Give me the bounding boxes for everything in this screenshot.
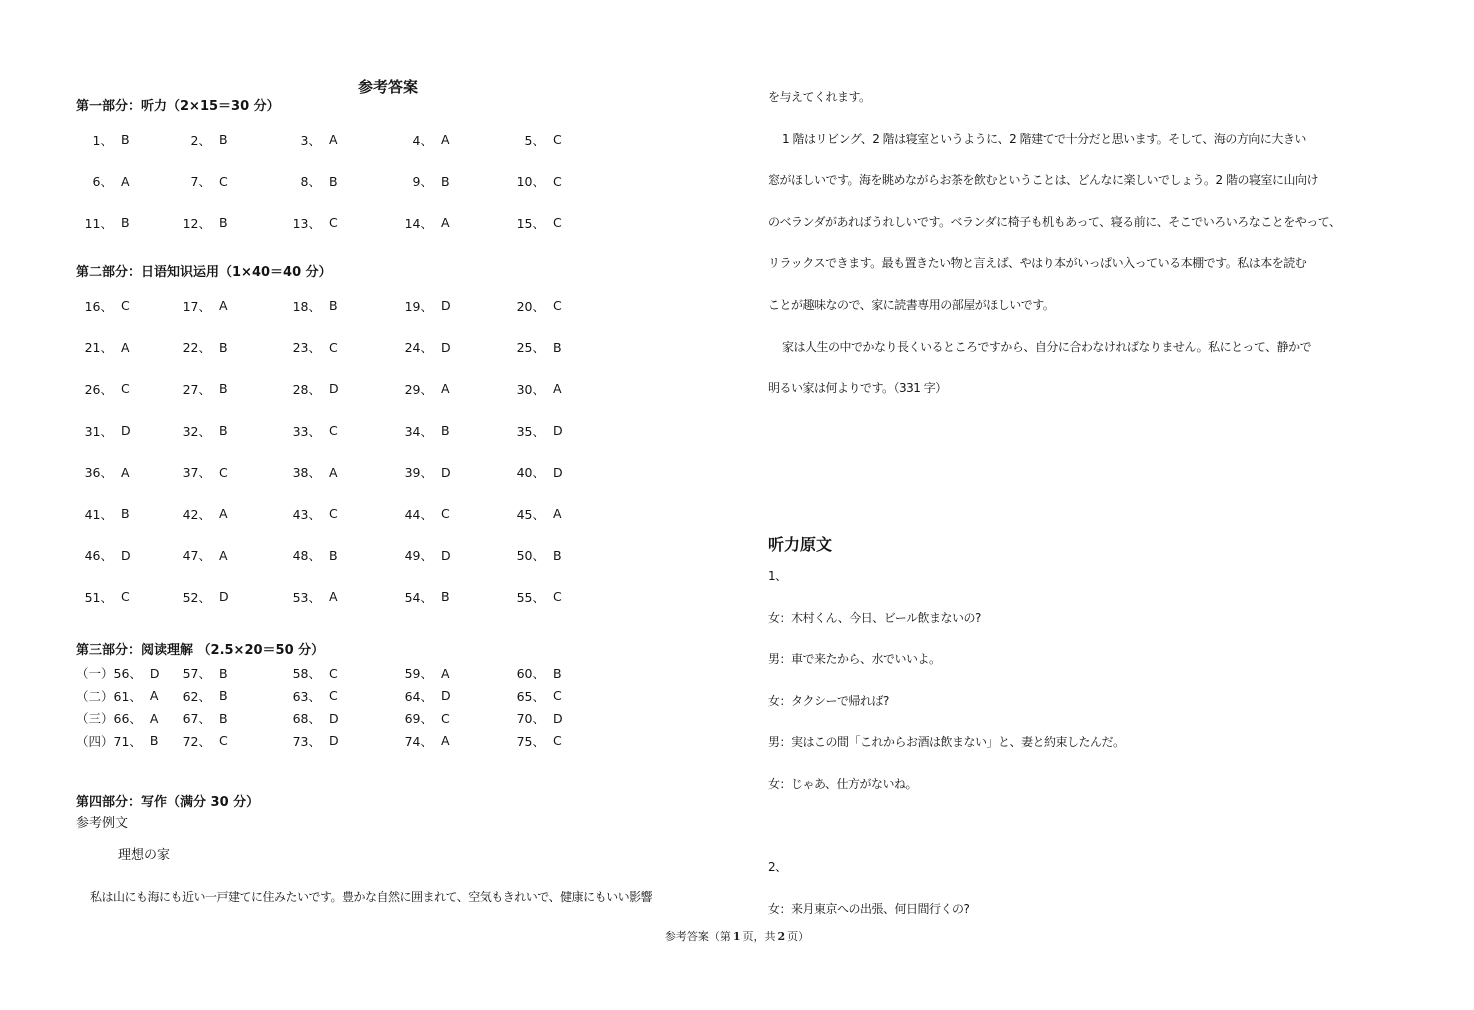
question-number: 73、 (292, 733, 321, 749)
page-footer (0, 929, 1474, 945)
answer-grid-knowledge (0, 285, 737, 618)
essay-line: ことが趣味なので、家に読書専用の部屋がほしいです。 (768, 297, 1055, 312)
question-number: 28、 (292, 381, 321, 397)
answer-item (76, 493, 130, 535)
question-number: 11、 (84, 215, 113, 231)
answer-choice: B (219, 688, 228, 704)
answer-item (396, 202, 450, 244)
question-number: 47、 (182, 548, 211, 564)
answer-item (284, 119, 338, 161)
answer-item (174, 368, 228, 410)
answer-choice: D (553, 423, 563, 439)
dialogue-block (768, 847, 1125, 930)
answer-choice: A (121, 339, 130, 355)
answer-choice: B (121, 506, 130, 522)
question-number: 68、 (292, 711, 321, 727)
question-number: 25、 (516, 340, 545, 356)
answer-choice: B (441, 423, 450, 439)
dialogue-line: 女：じゃあ、仕方がないね。 (768, 776, 918, 791)
answer-item (174, 730, 228, 753)
question-number: 55、 (516, 589, 545, 605)
question-number: 23、 (292, 340, 321, 356)
answer-item (76, 576, 130, 618)
question-number: 38、 (292, 465, 321, 481)
answer-item (174, 535, 228, 577)
answer-choice: B (441, 173, 450, 189)
answer-choice: A (441, 733, 450, 749)
answer-grid-listening (0, 119, 737, 244)
dialogue-line: 女：タクシーで帰れば? (768, 693, 889, 708)
answer-choice: B (219, 381, 228, 397)
question-number: 50、 (516, 548, 545, 564)
answer-item (396, 576, 450, 618)
group-label: （二） (76, 688, 114, 704)
answer-choice: C (219, 733, 228, 749)
essay-line: 私は山にも海にも近い一戸建てに住みたいです。豊かな自然に囲まれて、空気もきれいで、健康にもいい影響 (90, 890, 653, 904)
footer-prefix: 参考答案（第 (664, 930, 731, 943)
answer-item (508, 327, 562, 369)
answer-item (284, 451, 338, 493)
answer-choice: D (441, 547, 451, 563)
question-number: 5、 (524, 132, 545, 148)
section-heading-knowledge: 第二部分：日语知识运用（1×40＝40 分） (76, 265, 332, 280)
answer-choice: B (219, 710, 228, 726)
section-heading-reading: 第三部分：阅读理解 （2.5×20＝50 分） (76, 643, 325, 658)
answer-item (284, 285, 338, 327)
answer-row (0, 535, 737, 577)
answer-row (0, 493, 737, 535)
question-number: 52、 (182, 589, 211, 605)
answer-item (508, 535, 562, 577)
answer-item (284, 685, 338, 708)
answer-item (508, 685, 562, 708)
question-number: 13、 (292, 215, 321, 231)
answer-item (508, 451, 563, 493)
answer-row (0, 730, 737, 753)
answer-item (508, 368, 562, 410)
question-number: 30、 (516, 381, 545, 397)
answer-item (76, 285, 130, 327)
answer-row (0, 119, 737, 161)
dialogue-line: 女：来月東京への出張、何日間行くの? (768, 901, 970, 916)
answer-choice: D (149, 665, 160, 681)
question-number: 57、 (182, 666, 211, 682)
answer-choice: D (329, 710, 339, 726)
question-number: 69、 (404, 711, 433, 727)
essay-line: 明るい家は何よりです。（331 字） (768, 381, 947, 396)
answer-item (174, 451, 228, 493)
answer-choice: C (329, 215, 338, 231)
answer-item (284, 576, 338, 618)
answer-item (284, 730, 339, 753)
answer-choice: B (329, 547, 338, 563)
answer-choice: B (219, 665, 228, 681)
question-number: 32、 (182, 423, 211, 439)
answer-choice: C (329, 506, 338, 522)
question-number: 54、 (404, 589, 433, 605)
answer-item (396, 535, 451, 577)
question-number: 14、 (404, 215, 433, 231)
answer-choice: A (441, 132, 450, 148)
answer-item (396, 451, 451, 493)
essay-line: リラックスできます。最も置きたい物と言えば、やはり本がいっぱい入っている本棚です。私は本を読む (768, 256, 1307, 271)
answer-item (174, 685, 228, 708)
answer-choice: C (553, 589, 562, 605)
answer-item (284, 410, 338, 452)
answer-choice: D (553, 710, 563, 726)
answer-item (76, 119, 130, 161)
answer-choice: A (441, 665, 450, 681)
question-number: 3、 (300, 132, 321, 148)
answer-choice: D (441, 298, 451, 314)
answer-choice: B (553, 547, 562, 563)
question-number: 72、 (182, 733, 211, 749)
answer-item (174, 493, 228, 535)
group-label: （一） (76, 666, 114, 682)
essay-text-right (768, 77, 1341, 410)
question-number: 67、 (182, 711, 211, 727)
answer-item (508, 576, 562, 618)
question-number: 26、 (84, 381, 113, 397)
answer-item (174, 662, 228, 685)
answer-item (174, 576, 229, 618)
question-number: 61、 (113, 688, 142, 704)
question-number: 29、 (404, 381, 433, 397)
answer-item (396, 707, 450, 730)
question-number: 8、 (300, 174, 321, 190)
answer-item (76, 410, 131, 452)
answer-choice: D (553, 464, 563, 480)
answer-item (396, 685, 451, 708)
question-number: 20、 (516, 298, 545, 314)
question-number: 15、 (516, 215, 545, 231)
answer-choice: A (441, 381, 450, 397)
answer-item (76, 535, 131, 577)
answer-choice: C (441, 506, 450, 522)
question-number: 58、 (292, 666, 321, 682)
question-number: 51、 (84, 589, 113, 605)
answer-item (284, 161, 338, 203)
answer-choice: B (441, 589, 450, 605)
dialogue-number: 1、 (768, 569, 787, 583)
answer-choice: C (329, 665, 338, 681)
question-number: 7、 (190, 174, 211, 190)
answer-choice: C (553, 215, 562, 231)
answer-item (396, 410, 450, 452)
answer-choice: A (121, 173, 130, 189)
footer-page-number: 1 (732, 930, 741, 943)
answer-item (284, 662, 338, 685)
answer-choice: B (121, 215, 130, 231)
question-number: 71、 (113, 733, 142, 749)
answer-choice: A (553, 381, 562, 397)
answer-item (284, 368, 339, 410)
answer-item (396, 493, 450, 535)
dialogue-line: 男：実はこの間「これからお酒は飲まない」と、妻と約束したんだ。 (768, 735, 1125, 750)
answer-choice: A (219, 298, 228, 314)
essay-line: を与えてくれます。 (768, 90, 871, 104)
answer-choice: D (441, 688, 451, 704)
answer-choice: A (149, 688, 159, 704)
essay-line: 1 階はリビング、2 階は寝室というように、2 階建てで十分だと思います。そして、海の方向に大きい (782, 131, 1306, 146)
question-number: 37、 (182, 465, 211, 481)
answer-row (0, 368, 737, 410)
answer-choice: C (553, 688, 562, 704)
essay-line: 家は人生の中でかなり長くいるところですから、自分に合わなければなりません。私にとって、静かで (782, 339, 1312, 354)
answer-row (0, 451, 737, 493)
answer-item (508, 410, 563, 452)
answer-choice: C (219, 173, 228, 189)
question-number: 46、 (84, 548, 113, 564)
question-number: 66、 (113, 711, 142, 727)
answer-item (284, 493, 338, 535)
answer-item (76, 662, 160, 685)
question-number: 2、 (190, 132, 211, 148)
answer-choice: C (329, 688, 338, 704)
answer-grid-reading (0, 662, 737, 752)
answer-item (508, 493, 562, 535)
answer-item (76, 368, 130, 410)
question-number: 44、 (404, 506, 433, 522)
answer-choice: C (219, 464, 228, 480)
group-label: （三） (76, 711, 114, 727)
answer-choice: B (149, 733, 159, 749)
answer-item (174, 410, 228, 452)
answer-choice: C (121, 298, 130, 314)
answer-choice: A (329, 464, 338, 480)
answer-item (508, 730, 562, 753)
dialogue-line: 女：木村くん、今日、ビール飲まないの? (768, 610, 981, 625)
sample-essay-label: 参考例文 (76, 816, 129, 831)
question-number: 74、 (404, 733, 433, 749)
essay-line: 窓がほしいです。海を眺めながらお茶を飲むということは、どんなに楽しいでしょう。2 階の寝室に山向け (768, 173, 1318, 188)
answer-item (174, 161, 228, 203)
answer-choice: C (329, 423, 338, 439)
answer-choice: A (329, 589, 338, 605)
answer-item (76, 707, 158, 730)
answer-item (396, 327, 451, 369)
question-number: 59、 (404, 666, 433, 682)
question-number: 39、 (404, 465, 433, 481)
listening-script-heading: 听力原文 (768, 535, 833, 554)
question-number: 45、 (516, 506, 545, 522)
question-number: 34、 (404, 423, 433, 439)
question-number: 24、 (404, 340, 433, 356)
question-number: 4、 (412, 132, 433, 148)
answer-choice: D (121, 547, 131, 563)
answer-choice: B (121, 132, 130, 148)
question-number: 9、 (412, 174, 433, 190)
answer-choice: B (219, 215, 228, 231)
answer-item (76, 327, 130, 369)
answer-choice: B (553, 665, 562, 681)
question-number: 62、 (182, 688, 211, 704)
answer-choice: C (553, 733, 562, 749)
answer-choice: D (441, 464, 451, 480)
answer-item (284, 535, 338, 577)
document-title: 参考答案 (357, 78, 418, 96)
answer-row (0, 161, 737, 203)
answer-choice: C (121, 589, 130, 605)
answer-item (76, 685, 158, 708)
question-number: 40、 (516, 465, 545, 481)
question-number: 48、 (292, 548, 321, 564)
question-number: 60、 (516, 666, 545, 682)
dialogue-number: 2、 (768, 860, 787, 875)
question-number: 41、 (84, 506, 113, 522)
section-heading-writing: 第四部分：写作（满分 30 分） (76, 795, 260, 810)
answer-choice: B (329, 298, 338, 314)
answer-item (396, 161, 450, 203)
answer-item (396, 368, 450, 410)
footer-page-total: 2 (777, 930, 786, 943)
answer-row (0, 707, 737, 730)
answer-choice: A (121, 464, 130, 480)
question-number: 33、 (292, 423, 321, 439)
answer-choice: D (329, 381, 339, 397)
group-label: （四） (76, 733, 114, 749)
answer-choice: A (329, 132, 338, 148)
question-number: 63、 (292, 688, 321, 704)
question-number: 70、 (516, 711, 545, 727)
question-number: 19、 (404, 298, 433, 314)
answer-choice: C (329, 339, 338, 355)
answer-choice: A (219, 547, 228, 563)
question-number: 64、 (404, 688, 433, 704)
answer-choice: B (219, 132, 228, 148)
question-number: 12、 (182, 215, 211, 231)
footer-suffix: 页） (787, 930, 810, 943)
answer-row (0, 202, 737, 244)
dialogue-line: 男：車で来たから、水でいいよ。 (768, 652, 941, 667)
answer-choice: A (149, 710, 159, 726)
answer-row (0, 662, 737, 685)
essay-line: のベランダがあればうれしいです。ベランダに椅子も机もあって、寝る前に、そこでいろいろなことをやって、 (768, 214, 1341, 229)
answer-choice: D (441, 339, 451, 355)
answer-item (508, 662, 562, 685)
answer-choice: D (121, 423, 131, 439)
question-number: 49、 (404, 548, 433, 564)
answer-row (0, 327, 737, 369)
answer-choice: A (441, 215, 450, 231)
answer-item (508, 707, 563, 730)
answer-choice: C (441, 710, 450, 726)
question-number: 42、 (182, 506, 211, 522)
answer-item (174, 202, 228, 244)
question-number: 53、 (292, 589, 321, 605)
answer-item (76, 730, 159, 753)
answer-choice: C (553, 298, 562, 314)
answer-item (174, 707, 228, 730)
answer-item (76, 161, 130, 203)
answer-choice: A (219, 506, 228, 522)
question-number: 56、 (113, 666, 142, 682)
question-number: 43、 (292, 506, 321, 522)
footer-mid: 页，共 (742, 930, 776, 943)
section-heading-listening: 第一部分：听力（2×15＝30 分） (76, 99, 280, 114)
answer-row (0, 576, 737, 618)
answer-choice: B (219, 423, 228, 439)
answer-item (174, 119, 228, 161)
question-number: 31、 (84, 423, 113, 439)
question-number: 16、 (84, 298, 113, 314)
answer-item (284, 202, 338, 244)
answer-row (0, 685, 737, 708)
question-number: 18、 (292, 298, 321, 314)
question-number: 1、 (92, 132, 113, 148)
essay-text-left (76, 877, 652, 919)
question-number: 75、 (516, 733, 545, 749)
answer-item (508, 202, 562, 244)
answer-choice: C (553, 132, 562, 148)
answer-choice: A (553, 506, 562, 522)
question-number: 17、 (182, 298, 211, 314)
question-number: 65、 (516, 688, 545, 704)
answer-item (396, 662, 450, 685)
question-number: 35、 (516, 423, 545, 439)
answer-item (396, 119, 450, 161)
answer-item (174, 327, 228, 369)
answer-item (508, 161, 562, 203)
essay-title: 理想の家 (118, 848, 171, 863)
question-number: 10、 (516, 174, 545, 190)
question-number: 36、 (84, 465, 113, 481)
answer-item (396, 730, 450, 753)
question-number: 27、 (182, 381, 211, 397)
answer-item (174, 285, 228, 327)
question-number: 6、 (92, 174, 113, 190)
listening-script (768, 556, 1125, 930)
answer-choice: D (329, 733, 339, 749)
answer-row (0, 285, 737, 327)
answer-choice: C (121, 381, 130, 397)
answer-row (0, 410, 737, 452)
answer-choice: B (329, 173, 338, 189)
dialogue-block (768, 556, 1125, 806)
answer-choice: D (219, 589, 229, 605)
answer-choice: C (553, 173, 562, 189)
answer-item (508, 119, 562, 161)
answer-choice: B (219, 339, 228, 355)
answer-item (508, 285, 562, 327)
question-number: 22、 (182, 340, 211, 356)
answer-item (76, 202, 130, 244)
question-number: 21、 (84, 340, 113, 356)
answer-item (396, 285, 451, 327)
answer-item (284, 707, 339, 730)
answer-item (76, 451, 130, 493)
answer-choice: B (553, 339, 562, 355)
answer-item (284, 327, 338, 369)
